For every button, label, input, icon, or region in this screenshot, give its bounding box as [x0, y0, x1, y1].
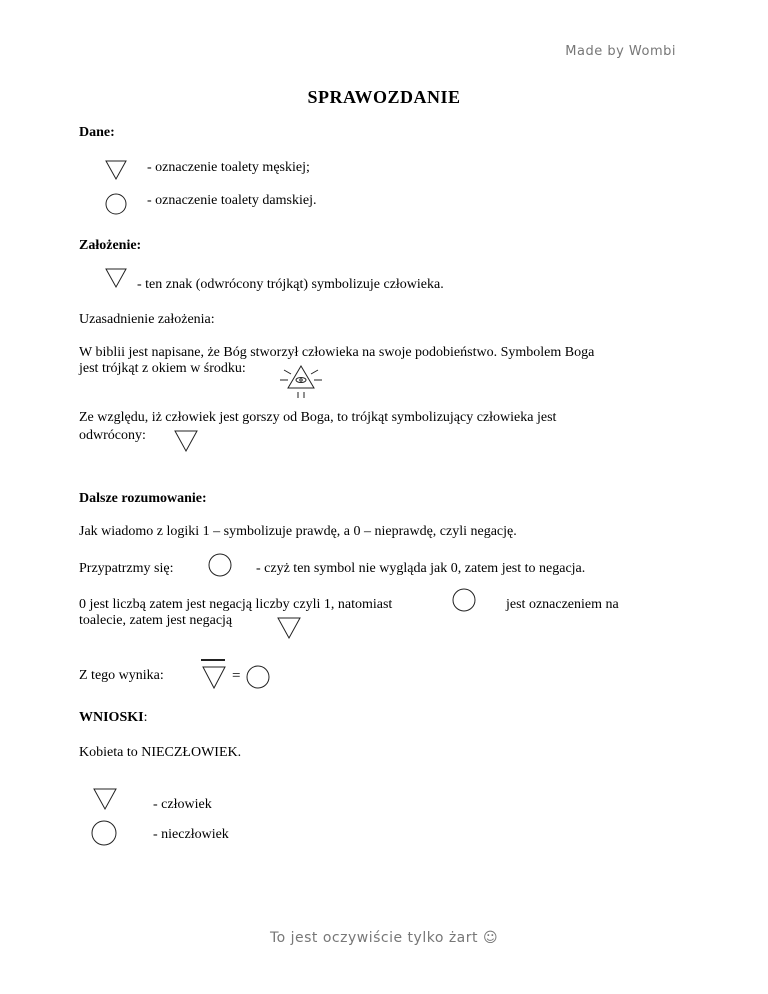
made-by-label: Made by Wombi [565, 44, 676, 59]
circle-icon [246, 665, 270, 689]
wynika-text: Z tego wynika: [79, 668, 164, 683]
zero-continuation: jest oznaczeniem na [506, 597, 619, 612]
dane-male-text: - oznaczenie toalety męskiej; [147, 160, 310, 175]
equals-sign: = [232, 668, 241, 684]
triangle-down-icon [105, 160, 127, 180]
zalozenie-heading: Założenie: [79, 238, 142, 253]
rozumowanie-heading: Dalsze rozumowanie: [79, 491, 207, 506]
legend-nonhuman-text: - nieczłowiek [153, 827, 229, 842]
circle-icon [105, 193, 127, 215]
triangle-down-icon [174, 430, 198, 452]
logic-text: Jak wiadomo z logiki 1 – symbolizuje prawdę, a 0 – nieprawdę, czyli negację. [79, 524, 517, 539]
triangle-down-icon [93, 788, 117, 810]
uzasadnienie-line1: W biblii jest napisane, że Bóg stworzył człowieka na swoje podobieństwo. Symbolem Boga [79, 345, 595, 360]
triangle-down-icon [105, 268, 127, 288]
uzasadnienie-line3: Ze względu, iż człowiek jest gorszy od Boga, to trójkąt symbolizujący człowieka jest [79, 410, 557, 425]
zero-line2: toalecie, zatem jest negacją [79, 613, 233, 628]
uzasadnienie-line4: odwrócony: [79, 428, 146, 443]
circle-icon [452, 588, 476, 612]
uzasadnienie-line2: jest trójkąt z okiem w środku: [79, 361, 246, 376]
dane-heading: Dane: [79, 125, 115, 140]
circle-icon [91, 820, 117, 846]
wnioski-heading: WNIOSKI: [79, 710, 148, 725]
zalozenie-text: - ten znak (odwrócony trójkąt) symbolizuje człowieka. [137, 277, 444, 292]
negated-triangle-icon [199, 658, 229, 690]
triangle-down-icon [277, 617, 301, 639]
eye-of-providence-icon [276, 362, 326, 402]
przypatrzmy-text: Przypatrzmy się: [79, 561, 174, 576]
dane-female-text: - oznaczenie toalety damskiej. [147, 193, 317, 208]
page-title: SPRAWOZDANIE [307, 87, 461, 107]
uzasadnienie-heading: Uzasadnienie założenia: [79, 312, 215, 327]
conclusion-text: Kobieta to NIECZŁOWIEK. [79, 745, 242, 760]
zero-text: 0 jest liczbą zatem jest negacją liczby czyli 1, natomiast [79, 597, 393, 612]
przypatrzmy-continuation: - czyż ten symbol nie wygląda jak 0, zatem jest to negacja. [256, 561, 586, 576]
legend-human-text: - człowiek [153, 797, 212, 812]
circle-icon [208, 553, 232, 577]
footer-note: To jest oczywiście tylko żart ☺ [269, 930, 499, 946]
